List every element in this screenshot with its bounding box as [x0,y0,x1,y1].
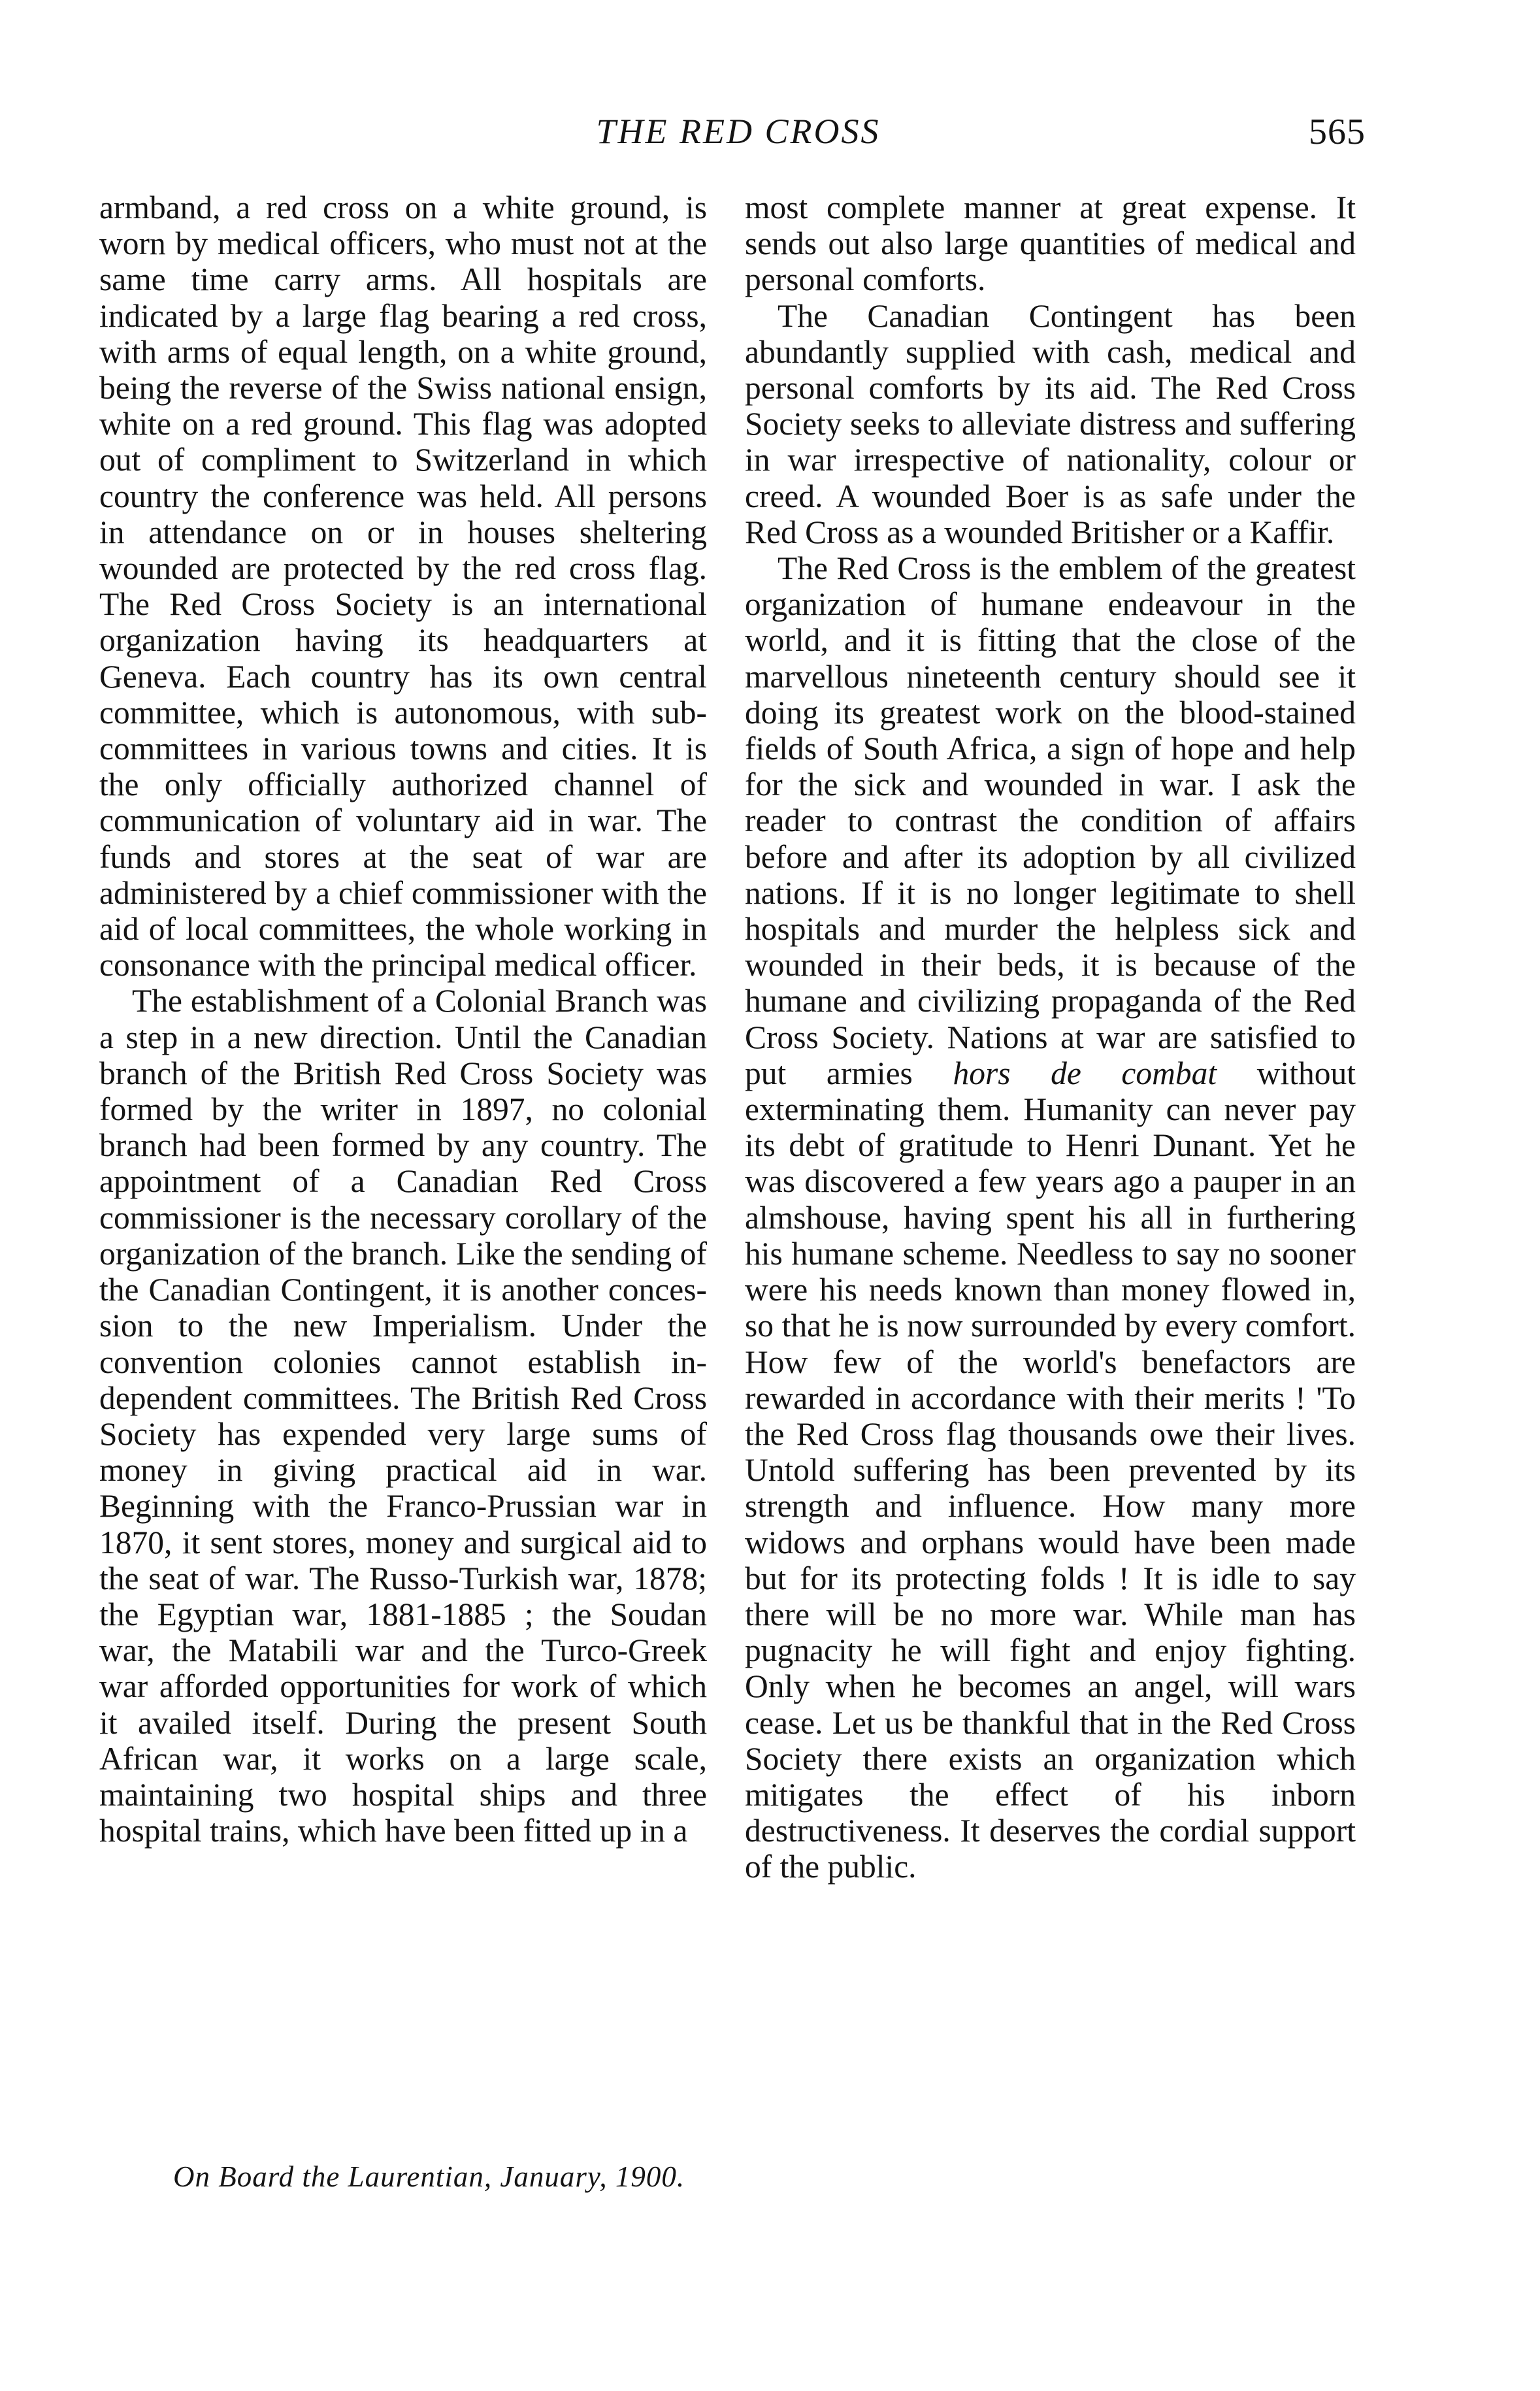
left-column [99,190,707,1849]
right-paragraph-3 [745,550,1356,1885]
right-column [745,190,1356,1885]
right-paragraph-3-text-b: without exterminating them. Humanity can never pay its debt of gratitude to Henri Dunant. Yet he was discovered a few years ago a pauper in an almshouse, having spent his all in furthering his humane scheme. Needless to say no sooner were his needs known than money flowed in, so that he is now surrounded by every comfort. How few of the world's benefactors are rewarded in accordance with their merits ! 'To the Red Cross flag thousands owe their lives. Untold suffering has been prevented by its strength and influence. How many more widows and orphans would have been made but for its protecting folds ! It is idle to say there will be no more war. While man has pugnacity he will fight and enjoy fighting. Only when he becomes an angel, will wars cease. Let us be thankful that in the Red Cross Society there exists an organization which mitigates the effect of his inborn destructiveness. It deserves the cordial support of the public. [745,1055,1356,1885]
signoff: On Board the Laurentian, January, 1900. [173,2160,685,2193]
right-paragraph-2: The Canadian Contingent has been abundantly supplied with cash, medical and personal comforts by its aid. The Red Cross Society seeks to alleviate distress and suffering in war irrespective of nationality, colour or creed. A wounded Boer is as safe under the Red Cross as a wounded Britisher or a Kaffir. [745,297,1356,550]
left-paragraph-1: armband, a red cross on a white ground, is worn by medical officers, who must not at the same time carry arms. All hospitals are indicated by a large flag bearing a red cross, with arms of equal length, on a white ground, being the reverse of the Swiss national ensign, white on a red ground. This flag was adopted out of compliment to Switzerland in which country the conference was held. All persons in attendance on or in houses sheltering wounded are protected by the red cross flag. The Red Cross Society is an international organization having its headquarters at Geneva. Each country has its own central committee, which is autonomous, with sub-committees in various towns and cities. It is the only officially authorized channel of communication of voluntary aid in war. The funds and stores at the seat of war are administered by a chief commissioner with the aid of local committees, the whole working in consonance with the principal medical officer. [99,190,707,983]
right-paragraph-1: most complete manner at great expense. It sends out also large quantities of medical and personal comforts. [745,190,1356,298]
left-paragraph-2: The establishment of a Colonial Branch was a step in a new direction. Until the Canadian branch of the British Red Cross Society was formed by the writer in 1897, no colonial branch had been formed by any country. The appointment of a Canadian Red Cross commissioner is the necessary corollary of the organization of the branch. Like the sending of the Canadian Contingent, it is another concession to the new Imperialism. Under the convention colonies cannot establish independent committees. The British Red Cross Society has expended very large sums of money in giving practical aid in war. Beginning with the Franco-Prussian war in 1870, it sent stores, money and surgical aid to the seat of war. The Russo-Turkish war, 1878; the Egyptian war, 1881-1885 ; the Soudan war, the Matabili war and the Turco-Greek war afforded opportunities for work of which it availed itself. During the present South African war, it works on a large scale, maintaining two hospital ships and three hospital trains, which have been fitted up in a [99,983,707,1849]
right-paragraph-3-text-a: The Red Cross is the emblem of the greatest organization of humane endeavour in the world, and it is fitting that the close of the marvellous nineteenth century should see it doing its greatest work on the blood-stained fields of South Africa, a sign of hope and help for the sick and wounded in war. I ask the reader to contrast the condition of affairs before and after its adoption by all civilized nations. If it is no longer legitimate to shell hospitals and murder the helpless sick and wounded in their beds, it is because of the humane and civilizing propaganda of the Red Cross Society. Nations at war are satisfied to put armies [745,550,1356,1091]
page-number: 565 [1309,112,1366,152]
hors-de-combat-italic: hors de combat [953,1055,1217,1091]
running-title: THE RED CROSS [596,112,881,151]
